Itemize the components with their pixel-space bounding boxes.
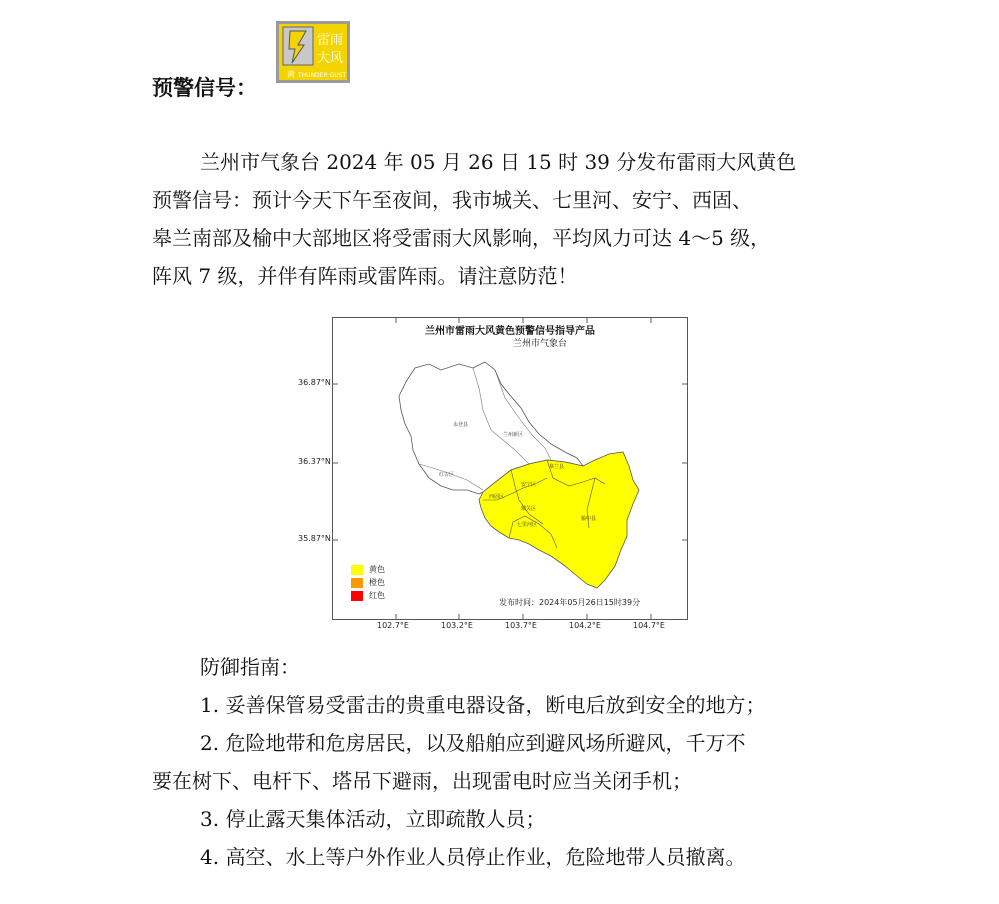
- district-label-qilihe: 七里河区: [517, 522, 538, 528]
- x-tick-label: 102.7°E: [377, 621, 409, 630]
- map-title: 兰州市雷雨大风黄色预警信号指导产品: [425, 326, 595, 337]
- x-tick-label: 103.7°E: [505, 621, 537, 630]
- district-label-yuzhong: 榆中县: [581, 516, 597, 522]
- guide-item: 4. 高空、水上等户外作业人员停止作业，危险地带人员撤离。: [200, 845, 746, 869]
- guide-item-continued: 要在树下、电杆下、塔吊下避雨，出现雷电时应当关闭手机；: [152, 769, 692, 793]
- legend-item-orange: 橙色: [351, 577, 385, 588]
- x-tick-label: 103.2°E: [441, 621, 473, 630]
- x-tick-label: 104.2°E: [569, 621, 601, 630]
- legend-item-red: 红色: [351, 590, 385, 601]
- legend-item-yellow: 黄色: [351, 564, 385, 575]
- map-issue-time: 发布时间：2024年05月26日15时39分: [499, 598, 641, 607]
- x-tick-label: 104.7°E: [633, 621, 665, 630]
- y-tick-label: 35.87°N: [298, 534, 331, 543]
- legend-swatch-red: [351, 591, 363, 601]
- y-tick-label: 36.87°N: [298, 378, 331, 387]
- district-label-chengguan: 城关区: [521, 506, 537, 512]
- y-tick-label: 36.37°N: [298, 457, 331, 466]
- legend-swatch-orange: [351, 578, 363, 588]
- district-label-anning: 安宁区: [521, 482, 537, 488]
- guide-item: 2. 危险地带和危房居民，以及船舶应到避风场所避风，千万不: [200, 731, 746, 755]
- guide-item: 1. 妥善保管易受雷击的贵重电器设备，断电后放到安全的地方；: [200, 693, 766, 717]
- map-drawing: [333, 318, 687, 619]
- announcement-line: 兰州市气象台 2024 年 05 月 26 日 15 时 39 分发布雷雨大风黄色: [200, 150, 797, 174]
- legend-swatch-yellow: [351, 565, 363, 575]
- warning-map: [332, 317, 688, 620]
- badge-level: 黄: [287, 70, 295, 79]
- signal-label: 预警信号：: [152, 76, 257, 100]
- guide-item: 3. 停止露天集体活动，立即疏散人员；: [200, 807, 546, 831]
- guide-heading: 防御指南：: [200, 655, 300, 679]
- map-subtitle: 兰州市气象台: [513, 339, 568, 349]
- badge-line1: 雷雨: [316, 33, 344, 48]
- thunder-gust-yellow-badge: [276, 21, 350, 83]
- district-label-xinqu: 兰州新区: [503, 432, 524, 438]
- district-label-gaolan: 皋兰县: [549, 464, 565, 470]
- district-label-yongdeng: 永登县: [453, 422, 469, 428]
- announcement-line: 阵风 7 级，并伴有阵雨或雷阵雨。请注意防范！: [152, 264, 578, 288]
- badge-line2: 大风: [316, 51, 344, 66]
- district-label-honggu: 红古区: [439, 472, 455, 478]
- announcement-line: 皋兰南部及榆中大部地区将受雷雨大风影响，平均风力可达 4～5 级，: [152, 226, 771, 250]
- badge-english: THUNDER GUST: [298, 72, 347, 79]
- district-label-xigu: 西固区: [489, 494, 505, 500]
- announcement-line: 预警信号：预计今天下午至夜间，我市城关、七里河、安宁、西固、: [152, 188, 752, 212]
